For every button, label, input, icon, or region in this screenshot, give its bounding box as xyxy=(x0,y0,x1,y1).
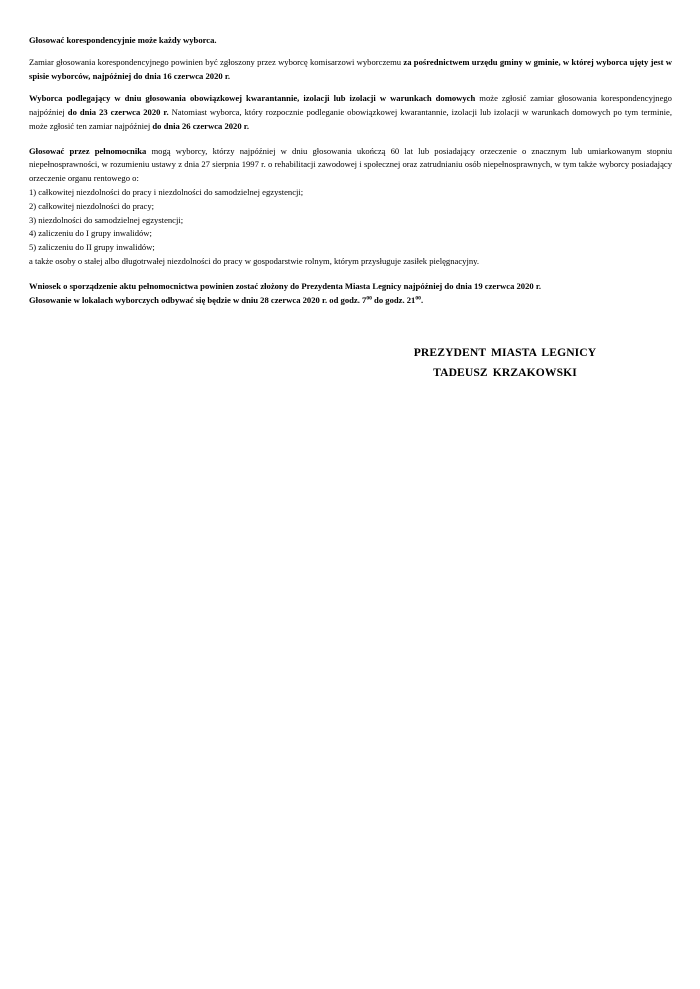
list-tail: a także osoby o stałej albo długotrwałej niezdolności do pracy w gospodarstwie rolnym, którym przysługuje zasiłek pielęgnacyjny. xyxy=(29,255,480,266)
list-item: 1) całkowitej niezdolności do pracy i niezdolności do samodzielnej egzystencji; xyxy=(29,186,304,197)
list-item: 3) niezdolności do samodzielnej egzystencji; xyxy=(29,214,184,225)
document-body xyxy=(29,34,672,307)
list-item: 4) zaliczeniu do I grupy inwalidów; xyxy=(29,228,152,239)
heading: Głosować korespondencyjnie może każdy wyborca. xyxy=(29,35,217,45)
signature-name: TADEUSZ KRZAKOWSKI xyxy=(433,366,577,379)
eligibility-list xyxy=(29,186,672,255)
list-item: 5) zaliczeniu do II grupy inwalidów; xyxy=(29,242,155,253)
paragraph-quarantine-voting: Wyborca podlegający w dniu głosowania obowiązkowej kwarantannie, izolacji lub izolacji w warunkach domowych może zgłosić zamiar głosowania korespondencyjnego najpóźniej do dnia 23 czerwca 2020 r. Natomiast wyborca, który rozpocznie podleganie obowiązkowej kwarantannie, izolacji lub izolacji w warunkach domowych po tym terminie, może zgłosić ten zamiar najpóźniej do dnia 26 czerwca 2020 r. xyxy=(29,93,672,131)
voting-hours: Głosowanie w lokalach wyborczych odbywać się będzie w dniu 28 czerwca 2020 r. od godz. $7^{00}$ do godz. $21^{00}$. xyxy=(29,294,424,305)
signature-title: PREZYDENT MIASTA LEGNICY xyxy=(413,346,597,359)
list-item: 2) całkowitej niezdolności do pracy; xyxy=(29,200,155,211)
signature-block xyxy=(385,343,625,383)
proxy-deadline: Wniosek o sporządzenie aktu pełnomocnictwa powinien zostać złożony do Prezydenta Miasta Legnicy najpóźniej do dnia 19 czerwca 2020 r. xyxy=(29,280,542,291)
paragraph-postal-voting-request: Zamiar głosowania korespondencyjnego powinien być zgłoszony przez wyborcę komisarzowi wyborczemu za pośrednictwem urzędu gminy w gminie, w której wyborca ujęty jest w spisie wyborców, najpóźniej do dnia 16 czerwca 2020 r. xyxy=(29,57,672,81)
paragraph-proxy-voting: Głosować przez pełnomocnika mogą wyborcy, którzy najpóźniej w dniu głosowania ukończą 60 lat lub posiadający orzeczenie o znacznym lub umiarkowanym stopniu niepełnosprawności, w rozumieniu ustawy z dnia 27 sierpnia 1997 r. o rehabilitacji zawodowej i społecznej oraz zatrudnianiu osób niepełnosprawnych, w tym także wyborcy posiadający orzeczenie organu rentowego o: xyxy=(29,145,673,184)
